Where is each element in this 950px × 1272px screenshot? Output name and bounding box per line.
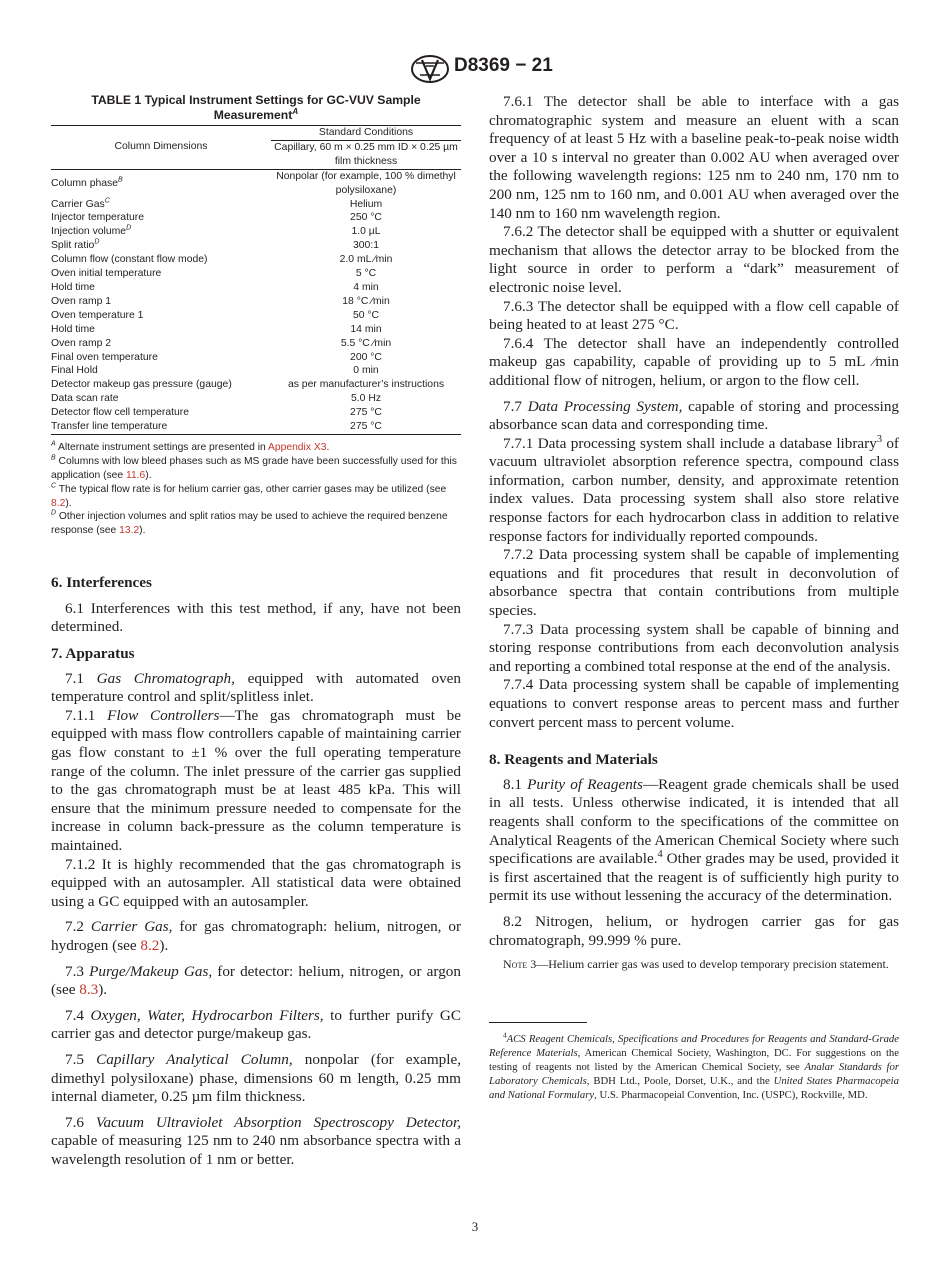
page-header (0, 50, 950, 90)
header-column-value: Capillary, 60 m × 0.25 mm ID × 0.25 µm film thickness (271, 140, 461, 169)
table-row (51, 239, 461, 253)
table-title: TABLE 1 Typical Instrument Settings for GC-VUV Sample Measurement$^A$ (91, 93, 421, 122)
table-row (51, 420, 461, 434)
table-footnote: $^D$ Other injection volumes and split ratios may be used to achieve the required benzene response (see 13.2). (51, 510, 448, 537)
table-row (51, 295, 461, 309)
footnote-link[interactable]: 11.6 (125, 469, 146, 481)
section-7-heading: 7. Apparatus (51, 645, 135, 663)
row-label: Detector makeup gas pressure (gauge) (51, 379, 232, 391)
header-column-dimensions: Column Dimensions (51, 126, 271, 170)
table-row (51, 225, 461, 239)
table-row (51, 198, 461, 212)
row-label: Oven ramp 2 (51, 337, 112, 349)
para-7-6-3: 7.6.3 The detector shall be equipped with a flow cell capable of being heated to at least 275 °C. (489, 297, 899, 334)
instrument-settings-table (51, 125, 461, 435)
row-value: Helium (349, 198, 383, 210)
note-3: Note 3—Helium carrier gas was used to develop temporary precision statement. (503, 957, 889, 972)
para-6-1: 6.1 Interferences with this test method, if any, have not been determined. (51, 599, 461, 636)
row-label: Oven temperature 1 (51, 309, 144, 321)
row-value: 5.0 Hz (350, 393, 382, 405)
row-label: Oven initial temperature (51, 268, 162, 280)
table-row (51, 406, 461, 420)
row-value: 18 °C ⁄min (342, 295, 390, 307)
table-row (51, 253, 461, 267)
table-row (51, 281, 461, 295)
para-7-4: 7.4 Oxygen, Water, Hydrocarbon Filters, to further purify GC carrier gas and detector purge/makeup gas. (51, 1006, 461, 1043)
table-row (51, 309, 461, 323)
para-7-2: 7.2 Carrier Gas, for gas chromatograph: helium, nitrogen, or hydrogen (see 8.2). (51, 918, 462, 954)
table-footnote: $^A$ Alternate instrument settings are presented in Appendix X3. (51, 440, 330, 453)
row-value: 275 °C (350, 407, 382, 419)
table-row (51, 378, 461, 392)
para-7-7: 7.7 Data Processing System, capable of storing and processing absorbance scan data and corresponding time. (489, 397, 900, 434)
row-value: 4 min (353, 281, 379, 293)
table-row (51, 364, 461, 378)
row-value: 1.0 µL (351, 226, 381, 238)
footnote-divider (489, 1022, 587, 1023)
row-value: 5 °C (355, 268, 377, 280)
para-7-6-1: 7.6.1 The detector shall be able to interface with a gas chromatographic system and measure an eluent with a scan frequency of at least 5 Hz with a baseline peak-to-peak noise width over a 10 s interval no greater than 0.002 AU when averaged over the following wavelength regions: 125 nm to 240 nm, 170 nm to 200 nm, 125 nm to 160 nm, and 0.001 AU when averaged over the 140 nm to 160 nm wavelength region. (489, 93, 899, 222)
row-value: 0 min (353, 365, 379, 377)
table-row (51, 267, 461, 281)
left-column (51, 93, 461, 1170)
row-label: Oven ramp 1 (51, 295, 112, 307)
para-7-7-4: 7.7.4 Data processing system shall be capable of implementing equations to convert response areas to percent mass and further convert percent mass to percent volume. (489, 676, 899, 731)
para-7-7-2: 7.7.2 Data processing system shall be capable of implementing equations and fit procedures that result in deconvolution of absorbance spectra that contain contributions from multiple species. (489, 546, 899, 620)
para-8-2: 8.2 Nitrogen, helium, or hydrogen carrier gas for gas chromatograph, 99.999 % pure. (489, 912, 899, 949)
row-value: 200 °C (350, 351, 382, 363)
row-label: Hold time (51, 281, 95, 293)
para-7-3: 7.3 Purge/Makeup Gas, for detector: helium, nitrogen, or argon (see 8.3). (51, 962, 461, 999)
table-row (51, 211, 461, 225)
astm-logo-icon (410, 54, 450, 84)
table-row (51, 337, 461, 351)
para-7-1-2: 7.1.2 It is highly recommended that the gas chromatograph is equipped with an autosampler. All statistical data were obtained using a GC equipped with an autosampler. (51, 855, 461, 910)
para-7-6-2: 7.6.2 The detector shall be equipped with a shutter or equivalent mechanism that allows the detector array to be blocked from the light source in order to perform a “dark” measurement of electronic noise level. (489, 223, 899, 296)
row-value: 2.0 mL ⁄min (339, 254, 393, 266)
row-label: Carrier Gas$^C$ (51, 197, 110, 210)
para-8-1: 8.1 Purity of Reagents—Reagent grade chemicals shall be used in all tests. Unless otherwise indicated, it is intended that all reagents shall conform to the specifications of the committee on Analytical Reagents of the American Chemical Society where such specifications are available.$^4$ Other grades may be used, provided it is first ascertained that the reagent is of sufficiently high purity to permit its use without lessening the accuracy of the determination. (489, 775, 900, 905)
table-header-row (51, 126, 461, 141)
link-8-3[interactable]: 8.3 (79, 981, 99, 999)
footnote-4: $^4$ACS Reagent Chemicals, Specifications and Procedures for Reagents and Standard-Grade Reference Materials, American Chemical Society, Washington, DC. For suggestions on the testing of reagents not listed by the American Chemical Society, see Analar Standards for Laboratory Chemicals, BDH Ltd., Poole, Dorset, U.K., and the United States Pharmacopeia and National Formulary, U.S. Pharmacopeial Convention, Inc. (USPC), Rockville, MD. (489, 1031, 899, 1102)
row-label: Final Hold (51, 365, 98, 377)
table-footnotes (51, 441, 461, 538)
footnote-link[interactable]: Appendix X3 (268, 441, 327, 453)
footnote-link[interactable]: 13.2 (119, 525, 140, 537)
right-column (489, 93, 899, 1102)
table-body (51, 169, 461, 434)
table-row (51, 351, 461, 365)
para-7-7-3: 7.7.3 Data processing system shall be capable of binning and storing response contributions from each deconvolution analysis and reporting a combined total response at the end of the analysis. (489, 620, 899, 675)
row-label: Final oven temperature (51, 351, 158, 363)
row-label: Hold time (51, 323, 95, 335)
para-7-1: 7.1 Gas Chromatograph, equipped with automated oven temperature control and split/splitless inlet. (51, 669, 462, 706)
page-number: 3 (471, 1219, 479, 1234)
table-footnote: $^C$ The typical flow rate is for helium carrier gas, other carrier gases may be utilized (see 8.2). (51, 482, 447, 509)
link-8-2[interactable]: 8.2 (140, 936, 160, 954)
footnote-link[interactable]: 8.2 (51, 497, 66, 509)
table-footnote: $^B$ Columns with low bleed phases such as MS grade have been successfully used for this application (see 11.6). (51, 454, 457, 481)
row-value: as per manufacturer’s instructions (287, 379, 445, 391)
row-label: Data scan rate (51, 393, 119, 405)
row-label: Column phase$^B$ (51, 176, 123, 189)
row-value: 300:1 (352, 240, 379, 252)
para-7-1-1: 7.1.1 Flow Controllers—The gas chromatograph must be equipped with mass flow controllers capable of maintaining carrier gas flow constant to ±1 % over the full operating temperature range of the column. The inlet pressure of the carrier gas supplied to the gas chromatograph must be at least 485 kPa. This will ensure that the minimum pressure needed to compensate for the increase in column back-pressure as the column temperature is maintained. (51, 706, 462, 854)
row-label: Detector flow cell temperature (51, 407, 190, 419)
para-7-7-1: 7.7.1 Data processing system shall include a database library$^3$ of vacuum ultraviolet absorption reference spectra, compound class information, carbon number, density, and approximate retention index values. Data processing system shall also store relative response factors for each hydrocarbon class in addition to relative response factors for individually reported compounds. (489, 433, 899, 545)
table-row (51, 392, 461, 406)
table-row (51, 169, 461, 197)
row-label: Column flow (constant flow mode) (51, 254, 208, 266)
section-8-heading: 8. Reagents and Materials (489, 751, 658, 769)
row-value: Nonpolar (for example, 100 % dimethyl polysiloxane) (276, 170, 456, 196)
table-row (51, 323, 461, 337)
row-value: 5.5 °C ⁄min (340, 337, 392, 349)
row-label: Split ratio$^D$ (51, 238, 100, 252)
row-label: Injector temperature (51, 212, 144, 224)
header-standard-conditions: Standard Conditions (271, 126, 461, 141)
para-7-6-4: 7.6.4 The detector shall have an independently controlled makeup gas capability, capable of providing up to 5 mL ⁄min additional flow of nitrogen, helium, or argon to the flow cell. (489, 334, 899, 389)
row-value: 275 °C (271, 420, 461, 434)
para-7-5: 7.5 Capillary Analytical Column, nonpolar (for example, dimethyl polysiloxane) phase, dimensions 60 m length, 0.25 mm internal diameter, 0.25 µm film thickness. (51, 1050, 461, 1106)
row-value: 50 °C (352, 309, 380, 321)
row-label: Injection volume$^D$ (51, 224, 132, 238)
row-label: Transfer line temperature (51, 420, 271, 434)
document-id: D8369 − 21 (454, 55, 553, 76)
row-value: 14 min (350, 323, 382, 335)
para-7-6: 7.6 Vacuum Ultraviolet Absorption Spectroscopy Detector, capable of measuring 125 nm to 240 nm absorbance spectra with a wavelength resolution of 1 nm or better. (51, 1113, 462, 1168)
section-6-heading: 6. Interferences (51, 574, 152, 592)
row-value: 250 °C (350, 212, 382, 224)
